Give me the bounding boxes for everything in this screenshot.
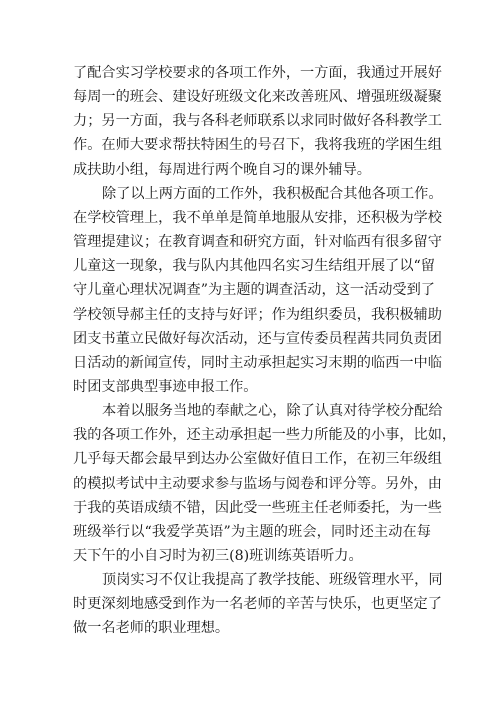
text-line: 时更深刻地感受到作为一名老师的辛苦与快乐，也更坚定了 [73,596,442,613]
text-line: 儿童这一现象，我与队内其他四名实习生结组开展了以“留 [73,258,435,275]
text-line: 团支书董立民做好每次活动，还与宣传委员程茜共同负责团 [73,330,442,347]
text-line: 除了以上两方面的工作外，我积极配合其他各项工作。 [102,185,443,202]
text-line: 日活动的新闻宣传，同时主动承担起实习末期的临西一中临 [73,354,442,371]
text-line: 做一名老师的职业理想。 [73,620,230,637]
text-line: 几乎每天都会最早到达办公室做好值日工作，在初三年级组 [73,451,442,468]
text-line: 我的各项工作外，还主动承担起一些力所能及的小事，比如， [73,427,457,444]
text-line: 本着以服务当地的奉献之心，除了认真对待学校分配给 [102,403,443,420]
text-line: 作。在师大要求帮扶特困生的号召下，我将我班的学困生组 [73,137,442,154]
text-line: 力；另一方面，我与各科老师联系以求同时做好各科教学工 [73,113,442,130]
text-line: 在学校管理上，我不单单是简单地服从安排，还积极为学校 [73,209,442,226]
text-line: 了配合实习学校要求的各项工作外，一方面，我通过开展好 [73,65,442,81]
text-line: 每周一的班会、建设好班级文化来改善班风、增强班级凝聚 [73,89,442,106]
text-line: 班级举行以“我爱学英语”为主题的班会，同时还主动在每 [73,523,431,540]
text-line: 时团支部典型事迹申报工作。 [73,378,258,395]
text-line: 管理提建议；在教育调查和研究方面，针对临西有很多留守 [73,234,442,250]
text-line: 成扶助小组，每周进行两个晚自习的课外辅导。 [73,161,371,178]
text-line: 天下午的小自习时为初三(8)班训练英语听力。 [73,548,363,564]
text-line: 顶岗实习不仅让我提高了教学技能、班级管理水平，同 [102,572,443,589]
text-line: 于我的英语成绩不错，因此受一些班主任老师委托，为一些 [73,499,442,516]
text-line: 的模拟考试中主动要求参与监场与阅卷和评分等。另外，由 [73,475,442,492]
text-line: 守儿童心理状况调查”为主题的调查活动，这一活动受到了 [73,282,435,299]
text-line: 学校领导郝主任的支持与好评；作为组织委员，我积极辅助 [73,306,442,323]
